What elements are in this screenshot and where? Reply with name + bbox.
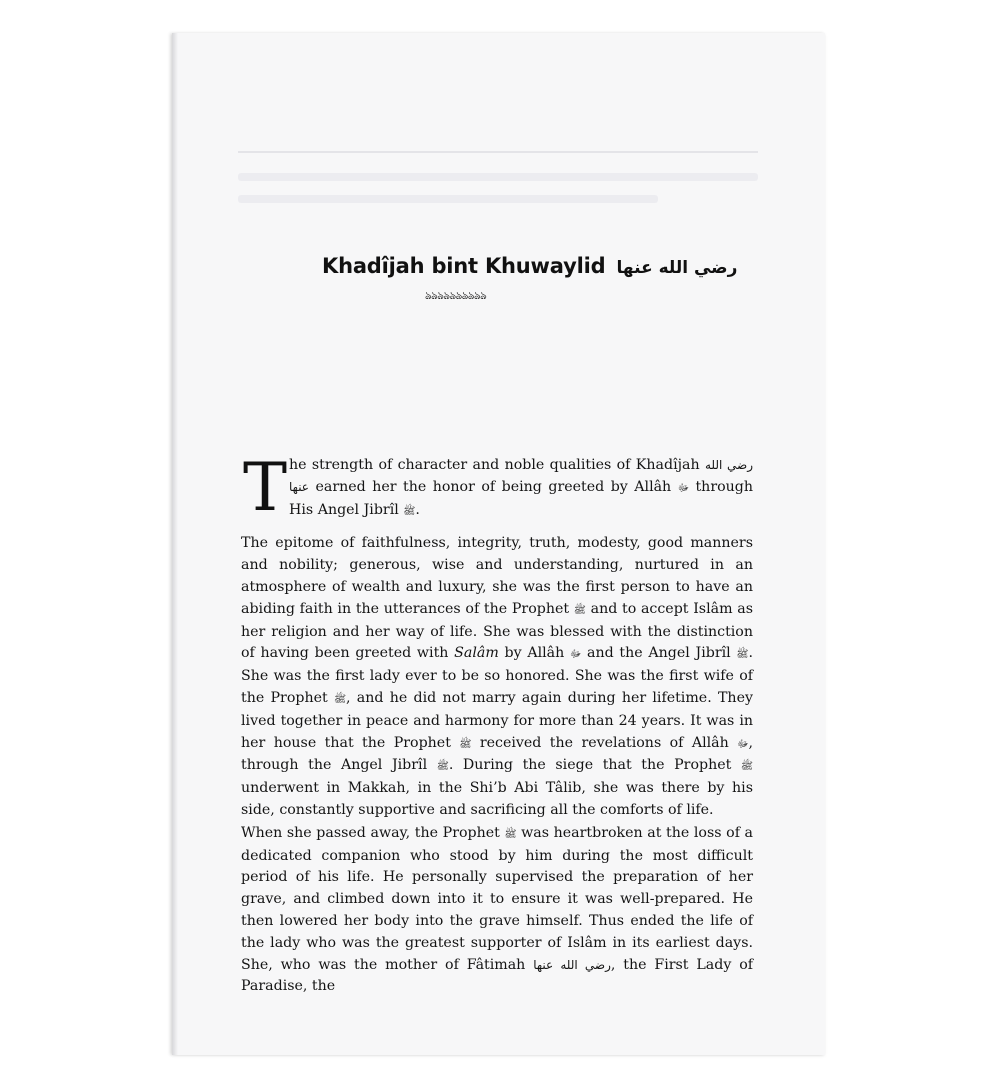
honorific-symbol: ﷺ: [333, 693, 347, 705]
chapter-title-text: Khadîjah bint Khuwaylid: [322, 254, 606, 278]
text-span: he strength of character and noble qualities of Khadîjah: [289, 457, 705, 473]
body-text: [241, 449, 754, 999]
honorific-symbol: ﷺ: [504, 828, 517, 840]
title-ornament: ঌঌঌঌঌঌঌঌঌঌ: [425, 289, 487, 302]
show-through-text: [238, 173, 758, 181]
show-through-text: [238, 195, 658, 203]
text-span: received the revelations of Allâh: [471, 734, 738, 751]
honorific-symbol: ﷺ: [736, 649, 749, 661]
text-span: and the Angel Jibrîl: [581, 645, 737, 662]
text-span: by Allâh: [498, 645, 570, 662]
paragraph-3: [241, 823, 753, 998]
text-span: , and he did not marry again during her lifetime. They lived together in peace and harmony for more than 24 years. It was in her house that the Prophet: [241, 689, 753, 751]
honorific-symbol: ﷺ: [459, 738, 472, 750]
text-span: When she passed away, the Prophet: [241, 824, 505, 841]
chapter-title: [322, 254, 737, 278]
text-span: was heartbroken at the loss of a dedicated companion who stood by him during the most difficult period of his life. He personally supervised the preparation of her grave, and climbed down into it to ensure it was well-prepared. He then lowered her body into the grave himself. Thus ended the life of the lady who was the greatest supporter of Islâm in its earliest days. She, who was the mother of Fâtimah: [241, 824, 754, 973]
show-through-header-rule: [238, 151, 758, 153]
book-page: [172, 33, 825, 1055]
drop-cap: T: [243, 449, 288, 526]
text-span: . During the siege that the Prophet: [448, 757, 741, 774]
text-span: , the First Lady of Paradise, the: [241, 956, 754, 995]
text-span: underwent in Makkah, in the Shi’b Abi Tâlib, she was there by his side, constantly supportive and sacrificing all the comforts of life.: [241, 780, 753, 818]
text-span: , through the Angel Jibrîl: [241, 734, 753, 774]
honorific-symbol: ﷻ: [737, 738, 749, 750]
honorific-symbol: ﷺ: [740, 761, 753, 773]
text-span: .: [415, 501, 420, 518]
honorific-arabic: رضي الله عنها: [533, 957, 611, 972]
honorific-symbol: ﷺ: [436, 761, 449, 773]
text-span: The epitome of faithfulness, integrity, truth, modesty, good manners and nobility; generous, wise and understanding, nurtured in an atmosphere of wealth and luxury, she was the first person to have an abiding faith in the utterances of the Prophet: [241, 535, 753, 617]
text-span: earned her the honor of being greeted by Allâh: [308, 478, 678, 495]
paragraph-2: [241, 533, 753, 821]
honorific-symbol: ﷺ: [573, 604, 586, 616]
honorific-symbol: ﷻ: [570, 649, 582, 661]
text-span: through His Angel Jibrîl: [289, 478, 753, 518]
honorific-symbol: ﷺ: [403, 505, 416, 517]
italic-term: Salâm: [454, 645, 499, 662]
opening-paragraph: [241, 449, 753, 526]
text-span: and to accept Islâm as her religion and her way of life. She was blessed with the distinction of having been greeted with: [241, 600, 753, 662]
honorific-arabic: رضي الله عنها: [289, 458, 753, 494]
text-span: . She was the first lady ever to be so honored. She was the first wife of the Prophet: [241, 645, 754, 706]
chapter-title-arabic: رضي الله عنها: [616, 258, 738, 278]
honorific-symbol: ﷻ: [677, 482, 689, 494]
